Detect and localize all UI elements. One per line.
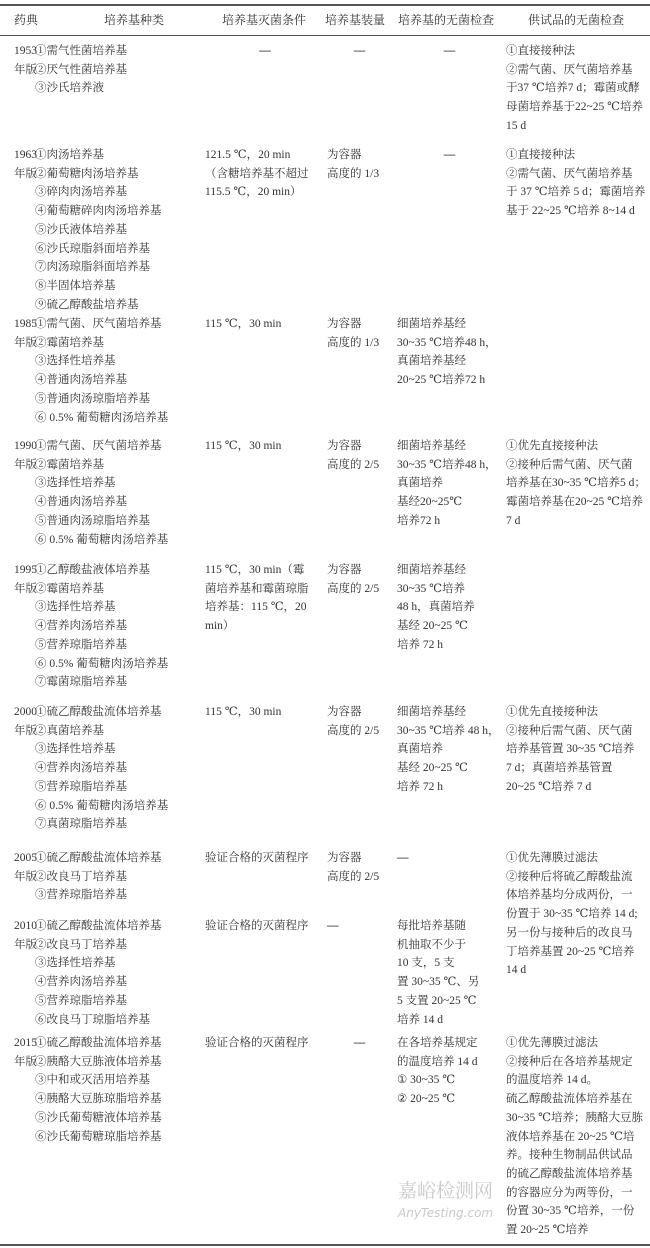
- cell-line: ③选择性培养基: [35, 743, 116, 756]
- cell-line: ⑤沙氏葡萄糖液体培养基: [35, 1111, 162, 1124]
- cell-line: ①需气性菌培养基: [35, 45, 127, 57]
- cell-line: 年版: [14, 724, 37, 737]
- cell-line: —: [397, 852, 409, 864]
- cell-line: 1963: [14, 149, 37, 161]
- cell-line: 30~35 ℃培养: [397, 582, 465, 595]
- cell-line: 真菌培养: [397, 477, 443, 490]
- cell-line: ④普通肉汤培养基: [35, 374, 127, 387]
- cell-line: 基于 22~25 ℃培养 8~14 d: [506, 205, 635, 218]
- cell-volume: [327, 437, 379, 474]
- cell-line: ⑨硫乙醇酸盐培养基: [35, 298, 139, 311]
- cell-line: ③沙氏培养液: [35, 82, 104, 95]
- cell-line: ③碎肉肉汤培养基: [35, 186, 127, 199]
- cell-line: ④葡萄糖碎肉肉汤培养基: [35, 205, 162, 218]
- cell-line: ④胰酪大豆胨琼脂培养基: [35, 1093, 162, 1106]
- cell-line: ② 20~25 ℃: [397, 1093, 456, 1106]
- cell-line: ②霉菌培养基: [35, 458, 104, 471]
- cell-media: [35, 437, 168, 549]
- cell-line: 养。接种生物制品供试品: [506, 1149, 633, 1162]
- cell-line: 的温度培养 14 d。: [506, 1074, 598, 1087]
- cell-line: 培养基：115 ℃，20: [205, 601, 307, 614]
- cell-year: [14, 146, 37, 183]
- cell-line: 菌培养基和霉菌琼脂: [205, 582, 309, 595]
- cell-line: ②改良马丁培养基: [35, 870, 127, 883]
- cell-line: 机抽取不少于: [397, 938, 466, 951]
- cell-line: ①优先直接接种法: [506, 440, 598, 452]
- cell-line: 体培养基均分成两份，一: [506, 889, 633, 902]
- cell-line: 培养72 h: [397, 514, 441, 527]
- cell-line: 年版: [14, 458, 37, 471]
- cell-line: ①乙醇酸盐液体培养基: [35, 564, 150, 576]
- cell-line: 于37 ℃培养7 d；霉菌或酵: [506, 82, 640, 95]
- cell-line: ①需气菌、厌气菌培养基: [35, 318, 162, 330]
- cell-line: ③选择性培养基: [35, 477, 116, 490]
- cell-line: 真菌培养: [397, 743, 443, 756]
- watermark-text: 嘉峪检测网: [398, 1180, 494, 1202]
- cell-line: 115 ℃，30 min: [205, 318, 282, 330]
- cell-media: [35, 917, 162, 1029]
- cell-line: ④营养肉汤培养基: [35, 620, 127, 633]
- cell-line: ②接种后将硫乙醇酸盐流: [506, 870, 633, 883]
- cell-media-check: [397, 1034, 478, 1109]
- cell-line: 年版: [14, 1055, 37, 1068]
- cell-steril: [205, 315, 281, 334]
- cell-line: 2000: [14, 706, 37, 718]
- cell-line: 基经 20~25 ℃: [397, 762, 468, 775]
- cell-volume: [327, 703, 379, 740]
- cell-sample-check: [506, 42, 643, 136]
- cell-line: ⑧半固体培养基: [35, 279, 116, 292]
- cell-line: 48 h，真菌培养: [397, 601, 475, 614]
- cell-year: [14, 849, 37, 886]
- cell-line: 培养基管置 30~35 ℃培养: [506, 743, 635, 756]
- cell-line: —: [443, 149, 456, 161]
- cell-media: [35, 1034, 162, 1146]
- cell-media: [35, 315, 168, 427]
- cell-line: ⑤普通肉汤琼脂培养基: [35, 392, 150, 405]
- cell-line: 为容器: [327, 149, 362, 161]
- cell-line: —: [259, 45, 271, 57]
- cell-line: 7 d: [506, 514, 521, 527]
- cell-line: ①直接接种法: [506, 149, 575, 161]
- cell-line: 的硫乙醇酸盐流体培养基: [506, 1167, 633, 1180]
- watermark-url: AnyTesting.com: [398, 1206, 494, 1220]
- cell-line: ⑥沙氏琼脂斜面培养基: [35, 242, 150, 255]
- cell-line: 1990: [14, 440, 37, 452]
- cell-line: 2010: [14, 920, 37, 932]
- cell-line: ①硫乙醇酸盐流体培养基: [35, 920, 162, 932]
- cell-line: ②需气菌、厌气菌培养基: [506, 167, 633, 180]
- cell-line: 1953: [14, 45, 37, 57]
- cell-line: 1995: [14, 564, 37, 576]
- cell-line: 年版: [14, 938, 37, 951]
- cell-line: 高度的 2/5: [327, 582, 380, 595]
- cell-line: ⑤营养琼脂培养基: [35, 780, 127, 793]
- cell-line: 基经 20~25 ℃: [397, 620, 468, 633]
- cell-line: ⑦霉菌琼脂培养基: [35, 676, 127, 689]
- cell-year: [14, 561, 37, 598]
- cell-year: [14, 917, 37, 954]
- cell-line: 另一份与接种后的改良马: [506, 926, 633, 939]
- cell-line: ⑤沙氏液体培养基: [35, 223, 127, 236]
- cell-line: ①需气菌、厌气菌培养基: [35, 440, 162, 452]
- cell-line: ①硫乙醇酸盐流体培养基: [35, 852, 162, 864]
- cell-line: ②真菌培养基: [35, 724, 104, 737]
- cell-line: 硫乙醇酸盐流体培养基在: [506, 1093, 633, 1106]
- cell-line: 年版: [14, 582, 37, 595]
- cell-line: 121.5 ℃，20 min: [205, 149, 291, 161]
- cell-media-check: [397, 849, 502, 868]
- cell-line: ④营养肉汤培养基: [35, 762, 127, 775]
- cell-volume: [327, 849, 379, 886]
- cell-media: [35, 561, 168, 692]
- top-rule: [0, 4, 650, 6]
- bottom-rule: [0, 1244, 650, 1246]
- cell-line: 115 ℃，30 min: [205, 440, 282, 452]
- cell-line: ⑥沙氏葡萄糖琼脂培养基: [35, 1130, 162, 1143]
- cell-line: 30~35 ℃培养48 h，: [397, 458, 497, 471]
- cell-line: 为容器: [327, 852, 362, 864]
- cell-line: 霉菌培养基在20~25 ℃培养: [506, 496, 643, 509]
- cell-steril: [205, 703, 281, 722]
- cell-sample-check: [506, 1034, 643, 1240]
- cell-line: ⑦肉汤琼脂斜面培养基: [35, 261, 150, 274]
- cell-line: —: [353, 45, 366, 57]
- cell-line: 于 37 ℃培养 5 d；霉菌培养: [506, 186, 646, 199]
- cell-line: 培养 14 d: [397, 1013, 443, 1026]
- cell-line: —: [443, 45, 456, 57]
- cell-line: ⑥ 0.5% 葡萄糖肉汤培养基: [35, 533, 169, 546]
- cell-line: 30~35 ℃培养 48 h，: [397, 724, 500, 737]
- cell-volume: [327, 315, 379, 352]
- cell-line: 年版: [14, 63, 37, 76]
- cell-line: 高度的 1/3: [327, 336, 380, 349]
- cell-year: [14, 703, 37, 740]
- header-rule: [0, 35, 650, 36]
- cell-media: [35, 703, 168, 834]
- cell-volume: [327, 1034, 392, 1053]
- cell-line: ①直接接种法: [506, 45, 575, 57]
- cell-line: 培养 72 h: [397, 780, 443, 793]
- cell-line: 真菌培养基经: [397, 355, 466, 368]
- cell-media-check: [397, 146, 502, 165]
- cell-media-check: [397, 917, 479, 1029]
- cell-line: 为容器: [327, 440, 362, 452]
- cell-sample-check: [506, 849, 638, 980]
- cell-line: 115 ℃，30 min（霉: [205, 564, 305, 576]
- cell-line: ②接种后需气菌、厌气菌: [506, 458, 633, 471]
- cell-line: ②接种后在各培养基规定: [506, 1055, 633, 1068]
- cell-line: 2005: [14, 852, 37, 864]
- cell-line: ①优先直接接种法: [506, 706, 598, 718]
- cell-line: 高度的 2/5: [327, 724, 380, 737]
- cell-media: [35, 849, 162, 905]
- cell-volume: [327, 146, 379, 183]
- cell-sample-check: [506, 146, 645, 221]
- cell-line: —: [327, 920, 339, 932]
- cell-sample-check: [506, 437, 646, 531]
- cell-volume: [327, 42, 392, 61]
- cell-media-check: [397, 437, 497, 531]
- cell-year: [14, 1034, 37, 1071]
- cell-volume: [327, 561, 379, 598]
- cell-line: ③选择性培养基: [35, 601, 116, 614]
- cell-line: ①优先薄膜过滤法: [506, 852, 598, 864]
- cell-media: [35, 146, 162, 314]
- cell-line: 的容器应分为两等份，一: [506, 1186, 633, 1199]
- cell-line: 细菌培养基经: [397, 318, 466, 330]
- cell-line: ②霉菌培养基: [35, 336, 104, 349]
- cell-line: 7 d；真菌培养基管置: [506, 762, 613, 775]
- cell-line: ③选择性培养基: [35, 355, 116, 368]
- cell-line: 30~35 ℃培养；胰酪大豆胨: [506, 1111, 643, 1124]
- cell-line: min）: [205, 620, 235, 633]
- cell-line: 细菌培养基经: [397, 564, 466, 576]
- cell-line: 30~35 ℃培养48 h，: [397, 336, 497, 349]
- cell-line: ⑤营养琼脂培养基: [35, 994, 127, 1007]
- cell-steril: [205, 437, 281, 456]
- cell-line: ⑥ 0.5% 葡萄糖肉汤培养基: [35, 657, 169, 670]
- cell-line: 验证合格的灭菌程序: [205, 852, 309, 864]
- cell-line: ②葡萄糖肉汤培养基: [35, 167, 139, 180]
- cell-line: 年版: [14, 870, 37, 883]
- cell-line: 验证合格的灭菌程序: [205, 920, 309, 932]
- cell-line: ②霉菌培养基: [35, 582, 104, 595]
- cell-line: 高度的 2/5: [327, 870, 380, 883]
- cell-line: 115 ℃，30 min: [205, 706, 282, 718]
- cell-media: [35, 42, 127, 98]
- cell-line: 在各培养基规定: [397, 1037, 478, 1049]
- cell-line: ①硫乙醇酸盐流体培养基: [35, 706, 162, 718]
- cell-line: ②胰酪大豆胨液体培养基: [35, 1055, 162, 1068]
- cell-line: 验证合格的灭菌程序: [205, 1037, 309, 1049]
- cell-line: 份置 30~35 ℃培养，一份: [506, 1205, 635, 1218]
- cell-line: 为容器: [327, 318, 362, 330]
- cell-line: —: [353, 1037, 366, 1049]
- cell-media-check: [397, 703, 499, 797]
- cell-line: （含糖培养基不超过: [205, 167, 309, 180]
- cell-line: 置 20~25 ℃培养: [506, 1224, 589, 1237]
- cell-line: 14 d: [506, 964, 527, 977]
- cell-line: ⑤普通肉汤琼脂培养基: [35, 514, 150, 527]
- cell-line: 15 d: [506, 119, 527, 132]
- cell-line: 丁培养基置 20~25 ℃培养: [506, 945, 635, 958]
- cell-line: 置 30~35 ℃、另: [397, 976, 480, 989]
- header-sterilization: 培养基灭菌条件: [222, 13, 307, 27]
- cell-line: ⑥改良马丁琼脂培养基: [35, 1013, 150, 1026]
- cell-steril: [205, 42, 325, 61]
- cell-media-check: [397, 42, 502, 61]
- cell-line: ④营养肉汤培养基: [35, 976, 127, 989]
- cell-steril: [205, 561, 309, 636]
- cell-line: ②需气菌、厌气菌培养基: [506, 63, 633, 76]
- cell-line: 的温度培养 14 d: [397, 1055, 478, 1068]
- cell-line: 每批培养基随: [397, 920, 466, 932]
- cell-line: ⑥ 0.5% 葡萄糖肉汤培养基: [35, 799, 169, 812]
- cell-line: 培养 72 h: [397, 638, 443, 651]
- cell-line: ①硫乙醇酸盐流体培养基: [35, 1037, 162, 1049]
- cell-line: 1985: [14, 318, 37, 330]
- cell-line: 细菌培养基经: [397, 440, 466, 452]
- header-pharmacopoeia: 药典: [14, 13, 39, 27]
- cell-media-check: [397, 561, 475, 655]
- cell-line: ⑤营养琼脂培养基: [35, 638, 127, 651]
- cell-line: 基经20~25℃: [397, 496, 463, 509]
- cell-media-check: [397, 315, 497, 390]
- cell-line: 为容器: [327, 706, 362, 718]
- cell-steril: [205, 917, 309, 936]
- cell-year: [14, 437, 37, 474]
- cell-line: 培养基在30~35 ℃培养5 d；: [506, 477, 646, 490]
- header-media-type: 培养基种类: [104, 13, 165, 27]
- cell-year: [14, 315, 37, 352]
- cell-line: 20~25 ℃培养 7 d: [506, 780, 592, 793]
- cell-line: ③选择性培养基: [35, 957, 116, 970]
- cell-line: 为容器: [327, 564, 362, 576]
- cell-line: ②改良马丁培养基: [35, 938, 127, 951]
- cell-line: 年版: [14, 167, 37, 180]
- cell-line: ④普通肉汤培养基: [35, 496, 127, 509]
- cell-line: 20~25 ℃培养72 h: [397, 374, 486, 387]
- cell-line: 年版: [14, 336, 37, 349]
- cell-line: ①优先薄膜过滤法: [506, 1037, 598, 1049]
- cell-line: 10 支，5 支: [397, 957, 455, 970]
- cell-steril: [205, 849, 309, 868]
- header-volume: 培养基装量: [325, 13, 386, 27]
- cell-line: ③营养琼脂培养基: [35, 889, 127, 902]
- cell-volume: [327, 917, 392, 936]
- cell-line: ① 30~35 ℃: [397, 1074, 456, 1087]
- cell-line: ②接种后需气菌、厌气菌: [506, 724, 633, 737]
- cell-steril: [205, 146, 309, 202]
- cell-line: 份置于 30~35 ℃培养 14 d;: [506, 908, 638, 921]
- cell-line: 高度的 2/5: [327, 458, 380, 471]
- cell-line: 高度的 1/3: [327, 167, 380, 180]
- cell-line: 5 支置 20~25 ℃: [397, 994, 477, 1007]
- header-sample-check: 供试品的无菌检查: [528, 13, 625, 27]
- cell-line: ⑦真菌琼脂培养基: [35, 818, 127, 831]
- watermark-logo: [398, 1180, 502, 1224]
- cell-line: ⑥ 0.5% 葡萄糖肉汤培养基: [35, 411, 169, 424]
- cell-line: 细菌培养基经: [397, 706, 466, 718]
- cell-line: 母菌培养基于22~25 ℃培养: [506, 101, 643, 114]
- cell-line: ①肉汤培养基: [35, 149, 104, 161]
- header-media-check: 培养基的无菌检查: [398, 13, 495, 27]
- cell-line: ②厌气性菌培养基: [35, 63, 127, 76]
- cell-year: [14, 42, 37, 79]
- cell-line: 2015: [14, 1037, 37, 1049]
- cell-steril: [205, 1034, 309, 1053]
- cell-sample-check: [506, 703, 634, 797]
- cell-line: 液体培养基在 20~25 ℃培: [506, 1130, 635, 1143]
- cell-line: ③中和或灭活用培养基: [35, 1074, 150, 1087]
- cell-line: 115.5 ℃，20 min）: [205, 186, 302, 199]
